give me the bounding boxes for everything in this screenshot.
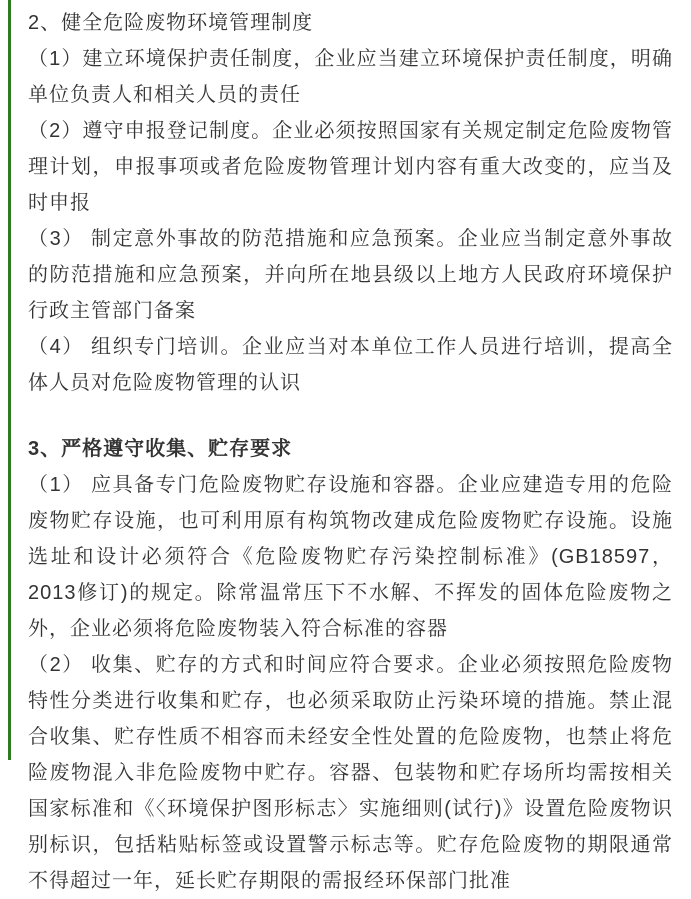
paragraph-responsibility-system: （1）建立环境保护责任制度，企业应当建立环境保护责任制度，明确单位负责人和相关人员的责任 [28, 48, 673, 106]
article-content [28, 5, 673, 899]
paragraph-collection-storage-methods: （2） 收集、贮存的方式和时间应符合要求。企业必须按照危险废物特性分类进行收集和贮存，也必须采取防止污染环境的措施。禁止混合收集、贮存性质不相容而未经安全性处置的危险废物，也禁止将危险废物混入非危险废物中贮存。容器、包装物和贮存场所均需按相关国家标准和《〈环境保护图形标志〉实施细则(试行)》设置危险废物识别标识，包括粘贴标签或设置警示标志等。贮存危险废物的期限通常不得超过一年，延长贮存期限的需报经环保部门批准 [28, 654, 673, 892]
section-hazardous-waste-management-system [28, 5, 673, 401]
paragraph-accident-prevention: （3） 制定意外事故的防范措施和应急预案。企业应当制定意外事故的防范措施和应急预案，并向所在地县级以上地方人民政府环境保护行政主管部门备案 [28, 228, 673, 322]
section-collection-storage-requirements [28, 431, 673, 899]
paragraph-special-training: （4） 组织专门培训。企业应当对本单位工作人员进行培训，提高全体人员对危险废物管理的认识 [28, 336, 673, 394]
paragraph-declaration-registration: （2）遵守申报登记制度。企业必须按照国家有关规定制定危险废物管理计划，申报事项或者危险废物管理计划内容有重大改变的，应当及时申报 [28, 120, 673, 214]
section-heading: 3、严格遵守收集、贮存要求 [28, 438, 293, 460]
paragraph-storage-facilities: （1） 应具备专门危险废物贮存设施和容器。企业应建造专用的危险废物贮存设施，也可利用原有构筑物改建成危险废物贮存设施。设施选址和设计必须符合《危险废物贮存污染控制标准》(GB18597，2013修订)的规定。除常温常压下不水解、不挥发的固体危险废物之外，企业必须将危险废物装入符合标准的容器 [28, 474, 673, 640]
left-accent-border [8, 0, 11, 760]
section-heading: 2、健全危险废物环境管理制度 [28, 12, 314, 34]
